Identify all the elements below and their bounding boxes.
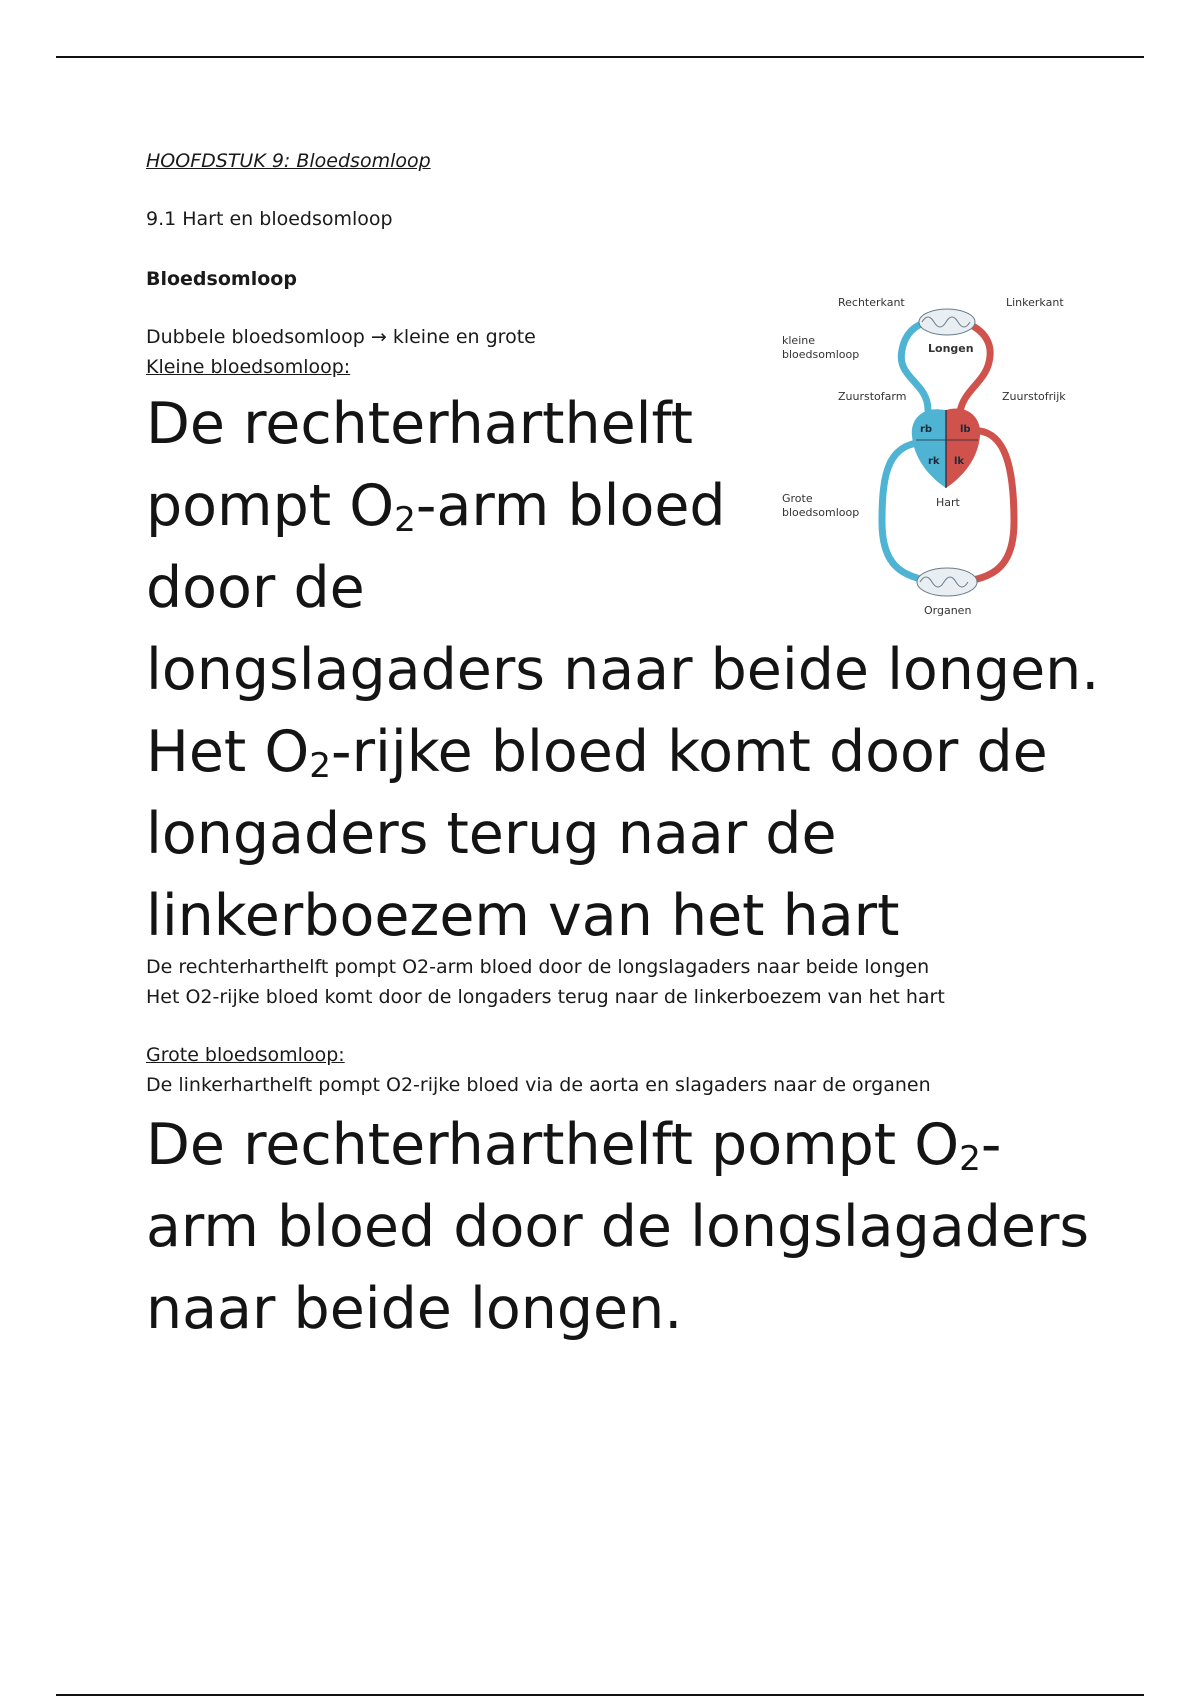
label-organen: Organen xyxy=(924,604,972,617)
large-circulation-big-text xyxy=(146,1104,1089,1350)
section-heading: Bloedsomloop xyxy=(146,268,297,290)
big-line xyxy=(146,711,1099,793)
subscript: 2 xyxy=(394,500,416,541)
label-zuurstofrijk: Zuurstofrijk xyxy=(1002,390,1066,403)
intro-line: Dubbele bloedsomloop → kleine en grote xyxy=(146,326,536,348)
text-span: -rijke bloed komt door de xyxy=(331,719,1048,785)
large-circulation-heading: Grote bloedsomloop: xyxy=(146,1044,345,1066)
big-line: naar beide longen. xyxy=(146,1276,683,1342)
label-rb: rb xyxy=(920,424,933,435)
big-line: longslagaders naar beide longen. xyxy=(146,637,1100,703)
bottom-rule xyxy=(56,1694,1144,1696)
subscript: 2 xyxy=(959,1139,981,1180)
circulation-diagram xyxy=(778,292,1088,628)
chapter-title: HOOFDSTUK 9: Bloedsomloop xyxy=(146,150,431,172)
text-span: De rechterharthelft pompt O xyxy=(146,1112,960,1178)
organs-capillaries xyxy=(917,568,977,596)
label-grote-1: Grote xyxy=(782,492,813,505)
label-kleine-2: bloedsomloop xyxy=(782,348,860,361)
label-rk: rk xyxy=(928,456,940,467)
text-span: Het O xyxy=(146,719,310,785)
small-circulation-line-1: De rechterharthelft pompt O2-arm bloed door de longslagaders naar beide longen xyxy=(146,956,930,978)
big-line: longaders terug naar de xyxy=(146,801,837,867)
big-line: De rechterharthelft xyxy=(146,391,693,457)
label-longen: Longen xyxy=(928,342,974,355)
text-span: pompt O xyxy=(146,473,395,539)
label-lb: lb xyxy=(960,424,971,435)
section-title: 9.1 Hart en bloedsomloop xyxy=(146,208,393,230)
big-line: arm bloed door de longslagaders xyxy=(146,1194,1090,1260)
big-line: door de xyxy=(146,555,365,621)
label-zuurstofarm: Zuurstofarm xyxy=(838,390,907,403)
label-linkerkant: Linkerkant xyxy=(1006,296,1064,309)
top-rule xyxy=(56,56,1144,58)
label-kleine-1: kleine xyxy=(782,334,815,347)
label-grote-2: bloedsomloop xyxy=(782,506,860,519)
large-circulation-line-1: De linkerharthelft pompt O2-rijke bloed via de aorta en slagaders naar de organen xyxy=(146,1074,931,1096)
heart xyxy=(912,408,980,488)
big-line: linkerboezem van het hart xyxy=(146,883,900,949)
text-span: -arm bloed xyxy=(415,473,726,539)
subscript: 2 xyxy=(309,746,332,787)
label-lk: lk xyxy=(954,456,965,467)
text-span: - xyxy=(980,1112,1002,1178)
label-rechterkant: Rechterkant xyxy=(838,296,905,309)
big-line xyxy=(146,1104,1089,1186)
lungs-capillaries xyxy=(919,309,975,335)
small-circulation-line-2: Het O2-rijke bloed komt door de longaders terug naar de linkerboezem van het hart xyxy=(146,986,945,1008)
label-hart: Hart xyxy=(936,496,960,509)
small-circulation-heading: Kleine bloedsomloop: xyxy=(146,356,351,378)
